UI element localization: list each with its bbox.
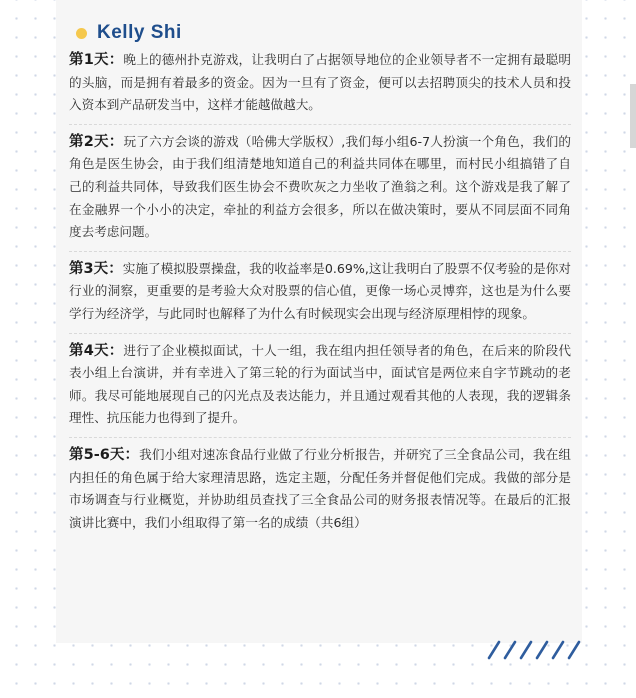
entry-day-1 [69,49,571,125]
bullet-dot-icon [76,28,87,39]
entry-text: 实施了模拟股票操盘，我的收益率是0.69%,这让我明白了股票不仅考验的是你对行业的洞察，更重要的是考验大众对股票的信心值，更像一场心灵博弈，这也是为什么要学行为经济学，与此同时也解释了为什么有时候现实会出现与经济原理相悖的现象。 [69,260,571,321]
entry-day-label: 第5-6天： [69,446,140,463]
entry-day-5-6 [69,444,571,541]
entry-text: 进行了企业模拟面试，十人一组，我在组内担任领导者的角色，在后来的阶段代表小组上台演讲，并有幸进入了第三轮的行为面试当中，面试官是两位来自字节跳动的老师。我尽可能地展现自己的闪光点及表达能力，并且通过观看其他的人表现，我的逻辑条理性、抗压能力也得到了提升。 [69,342,572,426]
entry-day-label: 第3天： [69,260,123,277]
entry-day-label: 第2天： [69,133,124,150]
diary-entries [69,49,571,547]
entry-day-2 [69,131,571,252]
entry-day-4 [69,340,571,438]
entry-day-3 [69,258,571,334]
diagonal-stripes-icon [486,637,596,661]
author-name: Kelly Shi [97,22,182,43]
entry-text: 我们小组对速冻食品行业做了行业分析报告，并研究了三全食品公司，我在组内担任的角色属于给大家理清思路，选定主题，分配任务并督促他们完成。我做的部分是市场调查与行业概览，并协助组员查找了三全食品公司的财务报表情况等。在最后的汇报演讲比赛中，我们小组取得了第一名的成绩（共6组） [69,446,571,530]
entry-day-label: 第4天： [69,342,124,359]
entry-text: 玩了六方会谈的游戏（哈佛大学版权）,我们每小组6-7人扮演一个角色，我们的角色是医生协会，由于我们组清楚地知道自己的利益共同体在哪里，而村民小组搞错了自己的利益共同体，导致我们医生协会不费吹灰之力坐收了渔翁之利。这个游戏是我了解了在金融界一个小小的决定，牵扯的利益方会很多，所以在做决策时，要从不同层面不同角度去考虑问题。 [69,133,572,240]
entry-text: 晚上的德州扑克游戏，让我明白了占据领导地位的企业领导者不一定拥有最聪明的头脑，而是拥有着最多的资金。因为一旦有了资金，便可以去招聘顶尖的技术人员和投入资本到产品研发当中，这样才能越做越大。 [69,52,572,113]
content-card [56,0,582,643]
scrollbar-thumb[interactable] [630,84,636,148]
entry-day-label: 第1天： [69,52,124,68]
header [76,22,182,44]
